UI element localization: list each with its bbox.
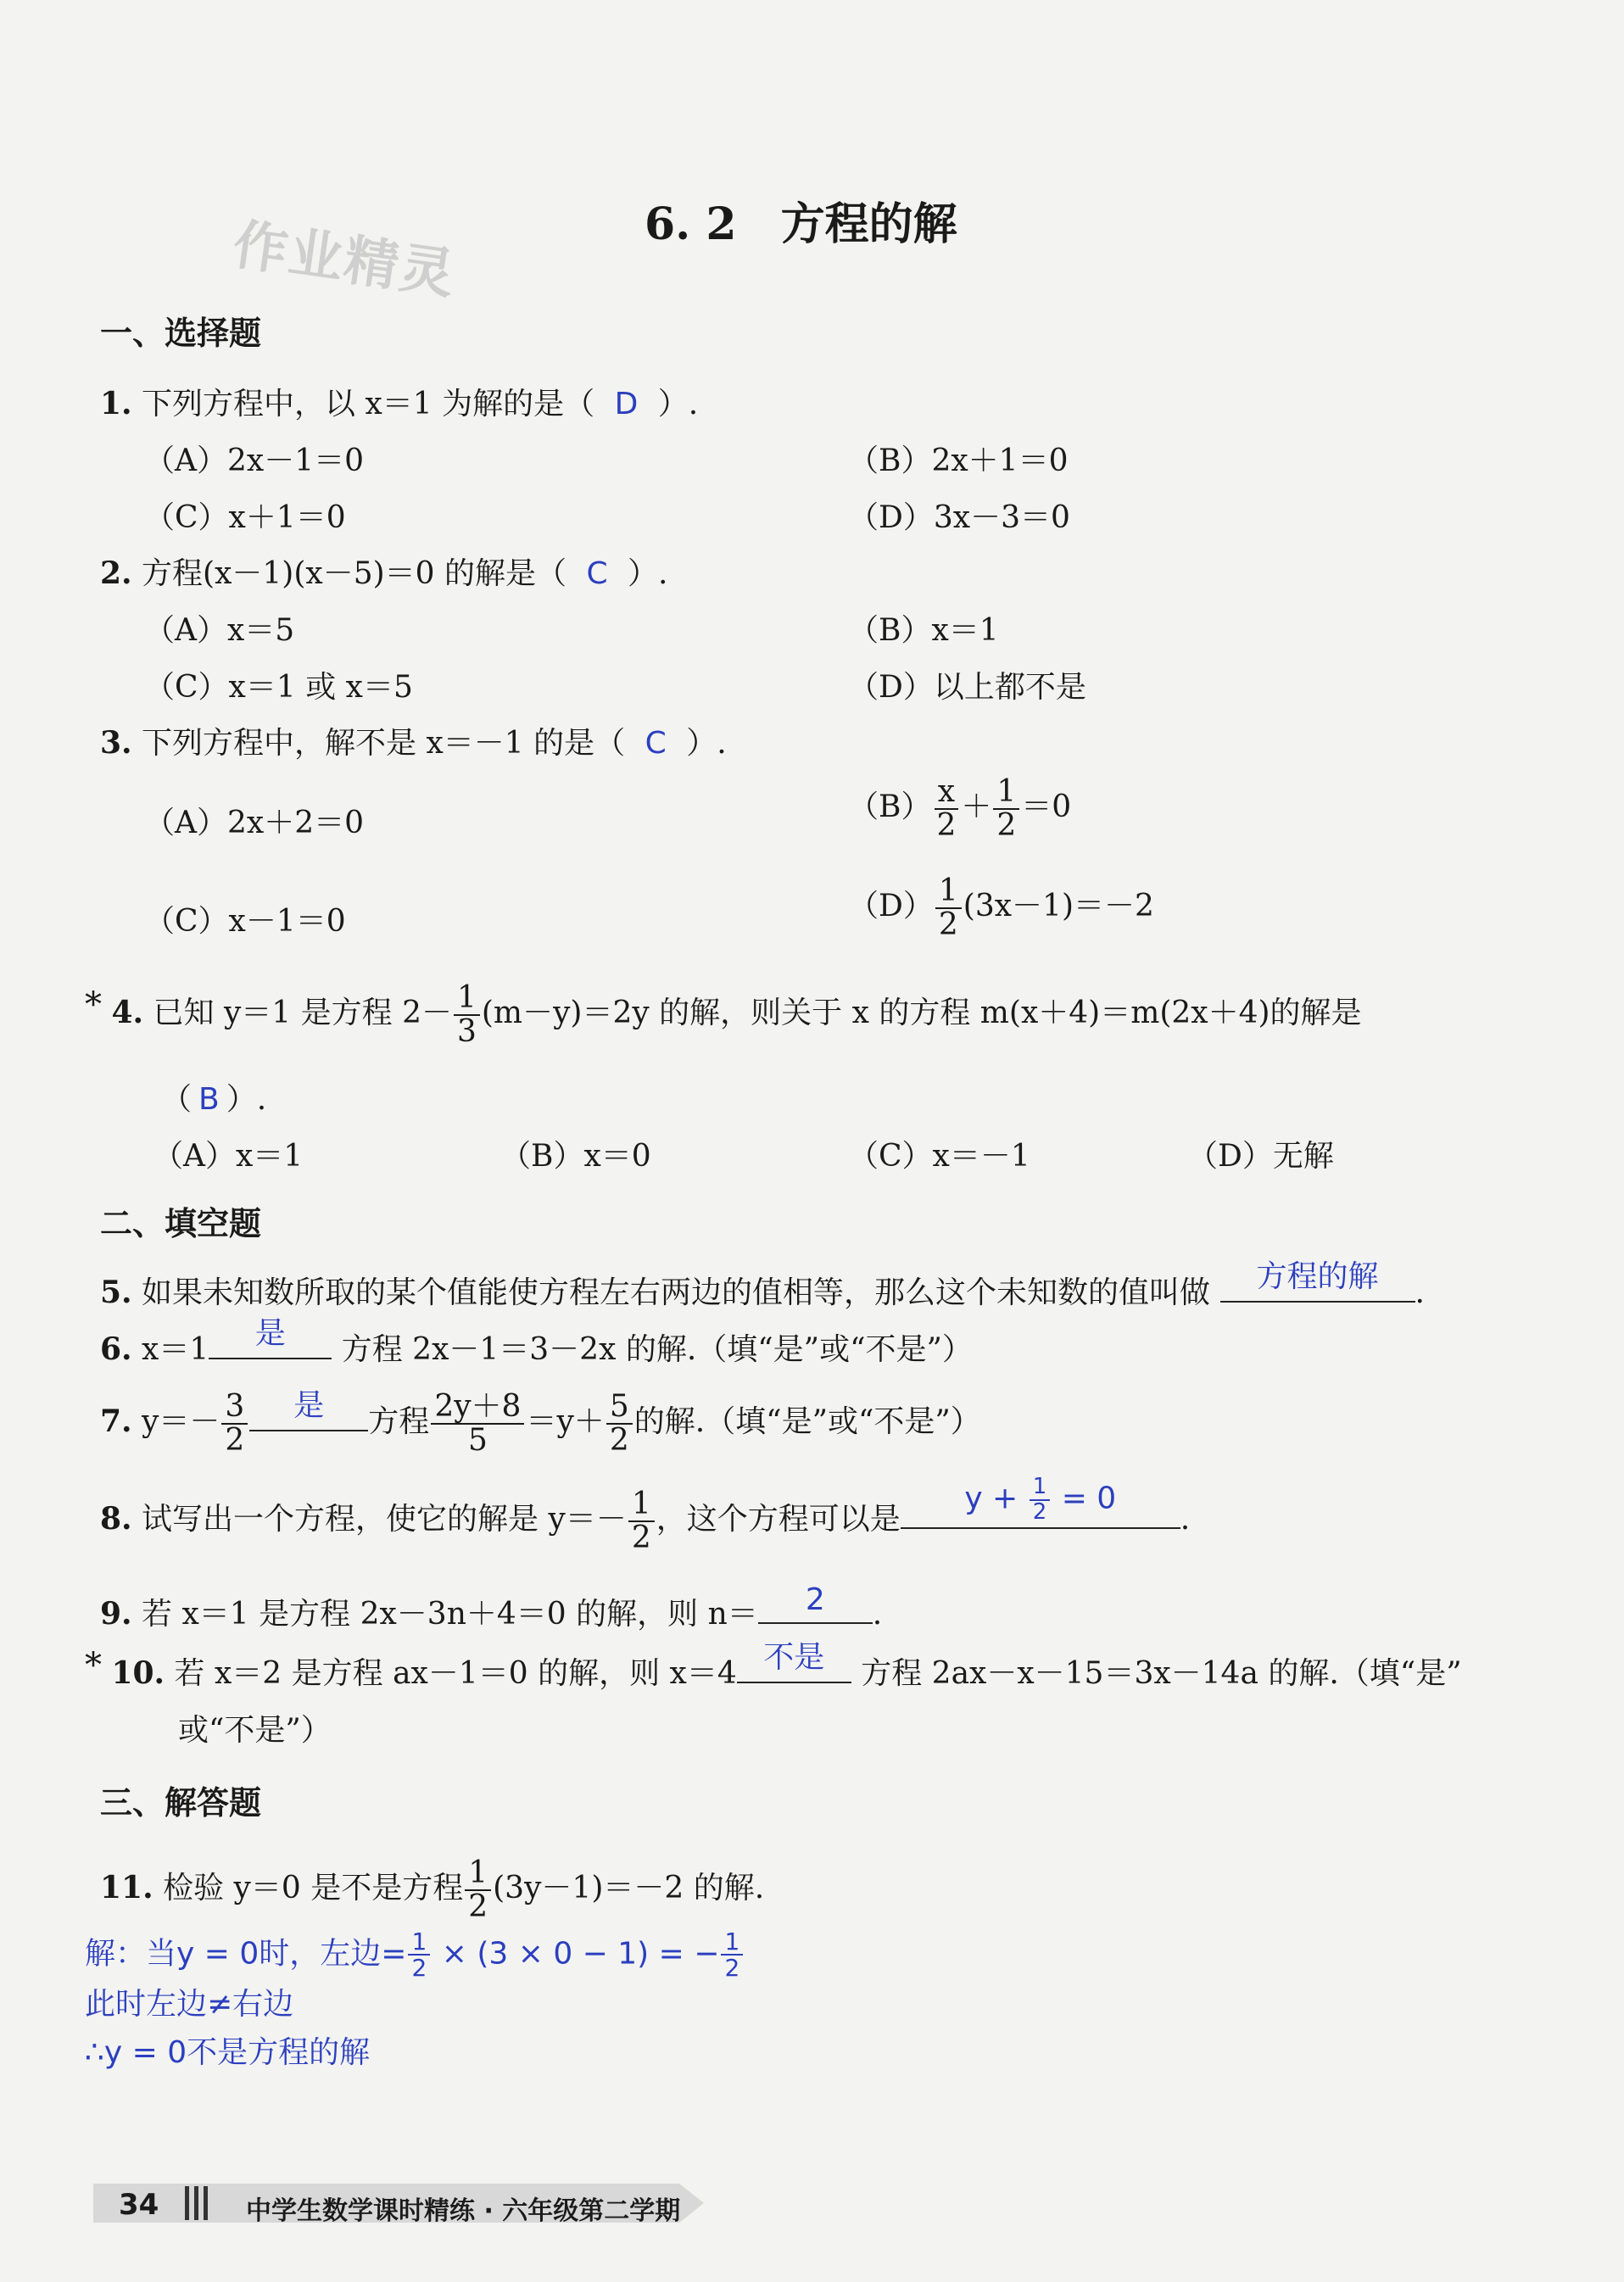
section-answer: 三、解答题 (100, 1784, 262, 1822)
handwritten-answer: 2 (805, 1582, 825, 1617)
question-stem: 下列方程中，解不是 x＝－1 的是（ (142, 726, 626, 761)
question-5: 5. 如果未知数所取的某个值能使方程左右两边的值相等，那么这个未知数的值叫做 方程的解 . (100, 1269, 1425, 1312)
question-8: 8. 试写出一个方程，使它的解是 y＝－ $\frac{1}{2}$ ，这个方程可以是 y + $\frac{1}{2}$ = 0 . (100, 1474, 1191, 1555)
star-mark: * (85, 985, 102, 1024)
question-11: 11. 检验 y＝0 是不是方程 $\frac{1}{2}$ (3y－1)＝－2 的解. (100, 1855, 765, 1924)
question-stem-cont: (m－y)＝2y 的解，则关于 x 的方程 m(x＋4)＝m(2x＋4)的解是 (481, 995, 1362, 1030)
question-stem-end: ）. (686, 726, 727, 761)
option-b: （B）x＝0 (500, 1139, 651, 1174)
option-label: （B） (848, 789, 932, 824)
handwritten-answer: C (645, 726, 667, 761)
question-4-answer-line: （ B ）. (161, 1082, 267, 1117)
question-10-line2: 或“不是”） (178, 1713, 332, 1748)
option-b: （B）x＝1 (848, 613, 999, 648)
option-c: （C）x＝1 或 x＝5 (144, 670, 413, 705)
handwritten-answer: D (614, 387, 639, 421)
fraction: $\frac{1}{2}$ (935, 875, 962, 941)
option-d: （D） $\frac{1}{2}$ (3x－1)＝－2 (848, 873, 1154, 942)
handwritten-answer: 方程的解 (1256, 1259, 1379, 1294)
question-stem: 下列方程中，以 x＝1 为解的是（ (142, 387, 595, 421)
question-stem: 方程(x－1)(x－5)＝0 的解是（ (142, 556, 566, 591)
fraction: $\frac{2y+8}{5}$ (431, 1391, 524, 1457)
question-stem: 若 x＝1 是方程 2x－3n＋4＝0 的解，则 n＝ (142, 1597, 758, 1632)
fraction: $\frac{1}{3}$ (454, 982, 480, 1048)
handwritten-answer: C (586, 556, 608, 591)
question-stem: 已知 y＝1 是方程 2－ (153, 995, 452, 1030)
option-d: （D）无解 (1187, 1139, 1334, 1174)
option-b: （B）2x＋1＝0 (848, 444, 1069, 478)
question-10: * 10. 若 x＝2 是方程 ax－1＝0 的解，则 x＝4 不是 方程 2ax－x－15＝3x－14a 的解.（填“是” (85, 1649, 1462, 1693)
footer-bars-decoration (185, 2186, 219, 2220)
option-c: （C）x＝－1 (848, 1139, 1030, 1174)
question-6 (100, 1316, 973, 1369)
fraction: $\frac{5}{2}$ (606, 1391, 633, 1457)
watermark: 作业精灵 (229, 213, 460, 307)
solution-line-2: 此时左边≠右边 (85, 1987, 294, 2022)
option-a: （A）x＝1 (153, 1139, 304, 1174)
question-number: 1. (100, 386, 132, 421)
option-d: （D）3x－3＝0 (848, 500, 1070, 535)
section-fill: 二、填空题 (100, 1205, 262, 1242)
fraction: $\frac{1}{2}$ (993, 776, 1019, 842)
question-9: 9. 若 x＝1 是方程 2x－3n＋4＝0 的解，则 n＝ 2 . (100, 1582, 883, 1632)
option-a: （A）2x＋2＝0 (144, 806, 365, 840)
star-mark: * (85, 1646, 102, 1685)
answer-blank[interactable] (209, 1316, 332, 1359)
solution-line-1: 解：当y = 0时，左边= $\frac{1}{2}$ × (3 × 0 − 1) = − $\frac{1}{2}$ (85, 1929, 745, 1981)
handwritten-answer: B (198, 1082, 220, 1117)
option-c: （C）x＋1＝0 (144, 500, 346, 535)
option-c: （C）x－1＝0 (144, 904, 346, 939)
question-stem-cont: 方程 2x－1＝3－2x 的解.（填“是”或“不是”） (341, 1332, 973, 1367)
question-number: 9. (100, 1596, 132, 1632)
handwritten-answer: y + $\frac{1}{2}$ = 0 (964, 1474, 1117, 1525)
fraction: $\frac{3}{2}$ (221, 1391, 248, 1457)
answer-blank[interactable] (758, 1582, 873, 1624)
fraction: $\frac{1}{2}$ (628, 1488, 655, 1554)
question-number: 7. (100, 1403, 132, 1439)
page-title: 6. 2 方程的解 (645, 198, 957, 250)
question-3 (100, 719, 727, 762)
answer-blank[interactable] (901, 1474, 1180, 1529)
answer-blank[interactable] (737, 1640, 851, 1683)
question-stem: x＝1 (142, 1332, 209, 1367)
question-number: 4. (111, 994, 144, 1030)
question-number: 5. (100, 1275, 132, 1310)
answer-blank[interactable] (1220, 1259, 1415, 1303)
solution-line-3: ∴y = 0不是方程的解 (85, 2035, 371, 2070)
question-number: 10. (111, 1655, 165, 1691)
question-number: 2. (100, 555, 132, 591)
question-number: 6. (100, 1331, 132, 1367)
option-b: （B） $\frac{x}{2}$ ＋ $\frac{1}{2}$ ＝0 (848, 774, 1072, 843)
question-number: 11. (100, 1869, 153, 1905)
page-number: 34 (119, 2188, 159, 2222)
option-a: （A）x＝5 (144, 613, 295, 648)
question-stem: 如果未知数所取的某个值能使方程左右两边的值相等，那么这个未知数的值叫做 (142, 1275, 1211, 1310)
handwritten-answer: 是 (254, 1316, 286, 1351)
answer-blank[interactable] (249, 1387, 368, 1431)
footer-book-title: 中学生数学课时精练 · 六年级第二学期 (246, 2196, 681, 2226)
question-2 (100, 550, 668, 593)
question-stem-end: ）. (657, 387, 699, 421)
section-choice: 一、选择题 (100, 315, 262, 352)
question-stem-end: ）. (628, 556, 668, 591)
question-7: 7. y＝－ $\frac{3}{2}$ 是 方程 $\frac{2y+8}{5}$ ＝y＋ $\frac{5}{2}$ 的解.（填“是”或“不是”） (100, 1391, 981, 1457)
handwritten-answer: 是 (293, 1387, 325, 1423)
option-d: （D）以上都不是 (848, 670, 1086, 705)
question-number: 3. (100, 725, 132, 761)
fraction: $\frac{1}{2}$ (465, 1857, 491, 1923)
option-a: （A）2x－1＝0 (144, 444, 365, 478)
handwritten-answer: 不是 (763, 1640, 825, 1675)
question-1 (100, 380, 698, 423)
question-number: 8. (100, 1500, 132, 1537)
fraction: $\frac{x}{2}$ (933, 776, 959, 842)
question-4 (85, 982, 1362, 1048)
option-label: （D） (848, 888, 934, 923)
